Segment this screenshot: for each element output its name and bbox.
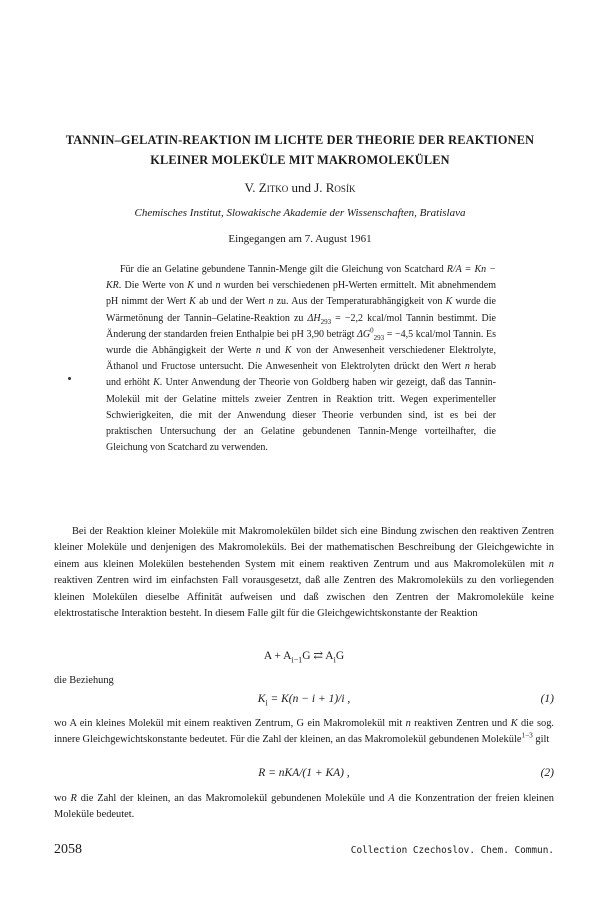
free-enthalpy-symbol: ΔG — [357, 328, 371, 340]
abstract-text: und — [193, 280, 216, 292]
abstract-paragraph — [106, 262, 496, 456]
equation-number: (2) — [540, 767, 554, 779]
author2-name: Rosík — [325, 180, 356, 195]
abstract-text: Tannin. Es wurde die Abhängigkeit der Werte — [106, 328, 496, 357]
equation-expression: R = nKA/(1 + KA) , — [258, 767, 350, 779]
symbol-r: R — [70, 793, 77, 804]
abstract-text: von der Anwesenheit verschiedener Elektrolyte, Äthanol und Fructose untersucht. Die Anwesenheit von Elektrolyten drückt den Wert — [106, 345, 496, 373]
symbol-n: n — [215, 280, 221, 292]
abstract-text: wurde die Wärmetönung der Tannin–Gelatine-Reaktion zu — [106, 296, 496, 324]
equation-subscript: i — [265, 698, 268, 708]
received-date: Eingegangen am 7. August 1961 — [228, 233, 372, 245]
reference-superscript: 1−3 — [521, 731, 533, 740]
paragraph — [54, 791, 554, 824]
symbol-k: K — [187, 280, 194, 292]
abstract-text: wurden bei verschiedenen pH-Werten ermittelt. Mit abnehmendem pH nimmt der Wert — [106, 280, 496, 308]
symbol-k: K — [153, 377, 160, 389]
symbol-n: n — [548, 558, 554, 570]
body-text: reaktiven Zentren wird im einfachsten Fall vorausgesetzt, daß alle Zentren des Makromoleküls zu den vorliegenden kleinen Molekülen dieselbe Affinität aufweisen und daß zwischen den Zentren der Makromoleküle keine elektrostatische Interaktion besteht. In diesem Falle gilt für die Gleichgewichtskonstante der Reaktion — [54, 575, 554, 620]
abstract-text: ab und der Wert — [195, 296, 269, 308]
paragraph: die Beziehung — [54, 675, 114, 686]
institution: Chemisches Institut, Slowakische Akademie der Wissenschaften, Bratislava — [134, 207, 466, 219]
journal-name: Collection Czechoslov. Chem. Commun. — [350, 845, 554, 856]
page-number: 2058 — [54, 842, 82, 857]
abstract-text: zu. Aus der Temperaturabhängigkeit von — [273, 296, 446, 308]
body-paragraph-4 — [54, 791, 554, 824]
reaction-rhs: G — [335, 650, 345, 662]
margin-dot — [68, 377, 71, 380]
symbol-n: n — [268, 296, 274, 308]
body-paragraph-1 — [54, 524, 554, 622]
reaction-lhs: A + A — [263, 650, 292, 662]
body-text: gilt — [532, 734, 550, 746]
author1-name: Zitko — [258, 180, 289, 195]
body-text: Bei der Reaktion kleiner Moleküle mit Makromolekülen bildet sich eine Bindung zwischen den reaktiven Zentren kleiner Moleküle und denjenigen des Makromoleküls. Bei der mathematischen Beschreibung der Gleichgewichte in einem aus kleinen Molekülen bestehenden System mit einem reaktiven Zentrum und aus Makromolekülen mit — [54, 526, 554, 570]
authors — [0, 180, 600, 196]
body-text: die Konzentration der freien kleinen Moleküle bedeutet. — [54, 793, 554, 821]
enthalpy-subscript: 293 — [320, 317, 332, 326]
symbol-k: K — [445, 296, 453, 308]
symbol-k: K — [284, 345, 292, 357]
reaction-arrow-part: G ⇄ A — [302, 650, 334, 662]
abstract-text: herab und erhöht — [106, 361, 496, 389]
reaction-subscript: i — [333, 655, 336, 665]
symbol-n: n — [464, 361, 470, 373]
symbol-k: K — [189, 296, 196, 308]
body-text: wo A ein kleines Molekül mit einem reaktiven Zentrum, G ein Makromolekül mit — [54, 718, 406, 729]
abstract-text: und — [260, 345, 285, 357]
page-footer — [54, 842, 554, 860]
enthalpy-symbol: ΔH — [307, 312, 321, 324]
paper-title: TANNIN–GELATIN-REAKTION IM LICHTE DER THEORIE DER REAKTIONEN KLEINER MOLEKÜLE MIT MAKROMOLEKÜLEN — [65, 133, 535, 167]
reaction-subscript: i−1 — [291, 655, 303, 665]
body-paragraph-2 — [54, 673, 554, 689]
abstract-text: . Unter Anwendung der Theorie von Goldberg haben wir gezeigt, daß das Tannin-Molekül mit der Gelatine mittels zweier Zentren in Reaktion tritt. Wegen experimenteller Schwierigkeiten, die mit der Anwendung dieser Theorie verbunden sind, ist es bei der praktischen Untersuchung der an Gelatine gebundenen Tannin-Menge vorteilhafter, die Gleichung von Scatchard zu verwenden. — [106, 377, 496, 454]
abstract-text: Tannin bestimmt. Die Änderung der standarden freien Enthalpie bei pH 3,90 beträgt — [106, 312, 496, 340]
equation-symbol: K — [257, 693, 266, 705]
body-text: reaktiven Zentren und — [410, 718, 511, 729]
body-text: die Zahl der kleinen, an das Makromolekül gebundenen Moleküle und — [76, 793, 389, 804]
symbol-n: n — [255, 345, 261, 357]
abstract-text: Für die an Gelatine gebundene Tannin-Menge gilt die Gleichung von Scatchard — [120, 264, 447, 275]
free-enthalpy-value: = −4,5 kcal/mol — [384, 328, 451, 340]
equation-number: (1) — [540, 693, 554, 705]
body-text: wo — [54, 793, 71, 804]
equation-rhs: = K(n − i + 1)/i , — [267, 693, 351, 705]
scatchard-equation: R/A = Kn − KR — [106, 264, 496, 292]
body-paragraph-3 — [54, 716, 554, 749]
symbol-a: A — [388, 793, 395, 804]
body-text: die sog. innere Gleichgewichtskonstante bedeutet. Für die Zahl der kleinen, an das Makromolekül gebundenen Moleküle — [54, 718, 555, 746]
symbol-k: K — [510, 718, 518, 729]
free-enthalpy-superscript: 0 — [370, 326, 374, 335]
abstract — [106, 262, 496, 456]
equation-2 — [54, 767, 554, 787]
free-enthalpy-subscript: 293 — [373, 333, 385, 342]
authors-and: und J. — [288, 180, 326, 195]
author1-prefix: V. — [244, 180, 259, 195]
reaction-equation — [54, 648, 554, 668]
abstract-text: . Die Werte von — [118, 280, 188, 292]
paragraph — [54, 716, 554, 749]
equation-1 — [54, 693, 554, 713]
paragraph — [54, 524, 554, 622]
enthalpy-value: = −2,2 kcal/mol — [331, 312, 403, 324]
symbol-n: n — [405, 718, 411, 729]
